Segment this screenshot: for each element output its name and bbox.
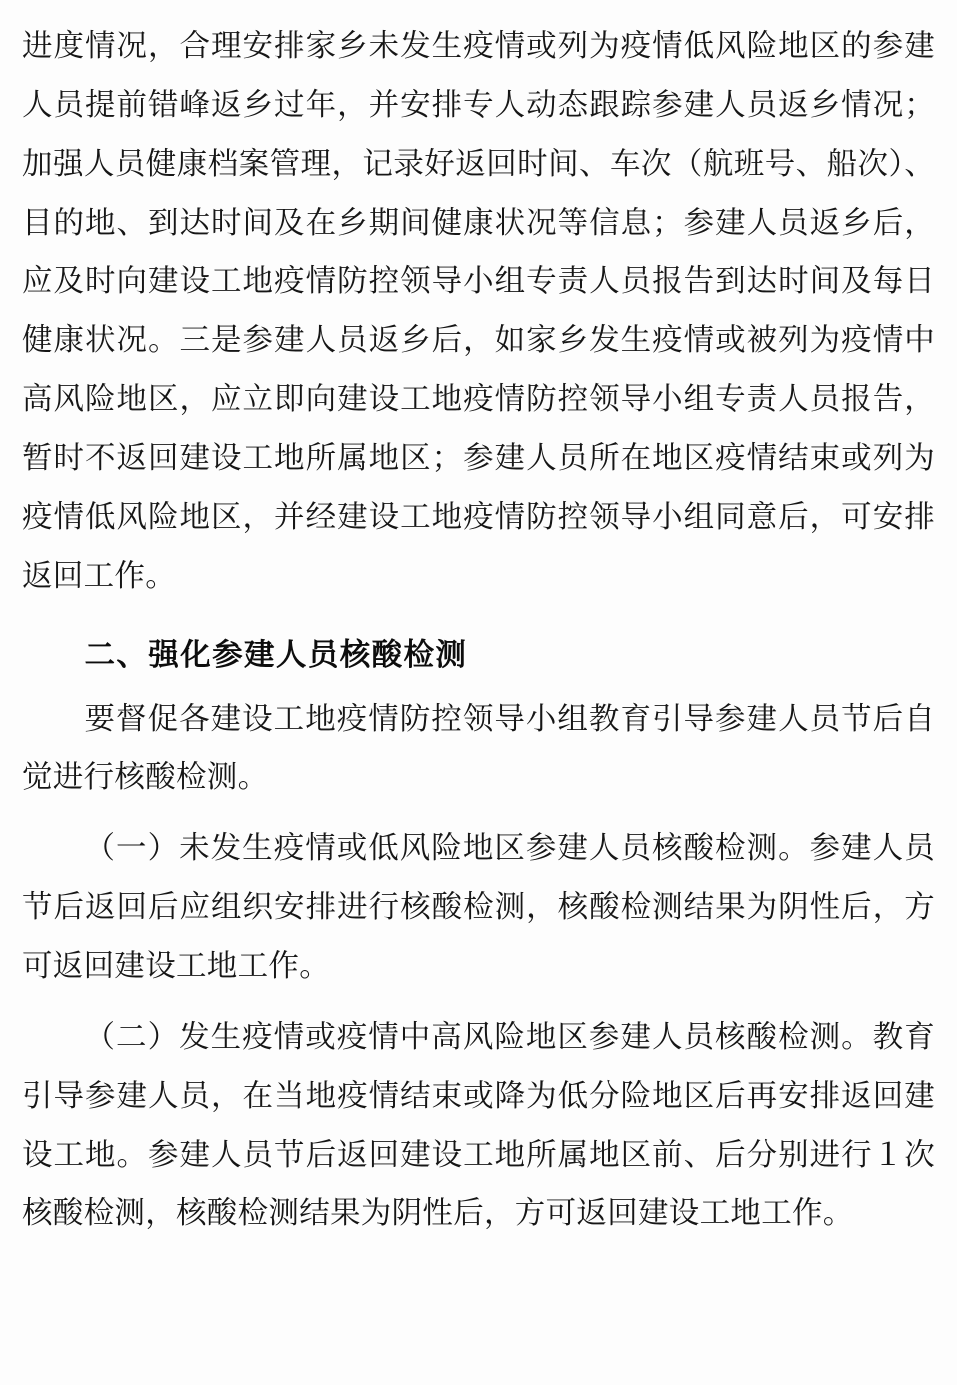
document-text-body: [22, 18, 935, 1244]
paragraph-item-one: （一）未发生疫情或低风险地区参建人员核酸检测。参建人员节后返回后应组织安排进行核酸检测，核酸检测结果为阴性后，方可返回建设工地工作。: [22, 831, 935, 984]
paragraph-item-two: （二）发生疫情或疫情中高风险地区参建人员核酸检测。教育引导参建人员，在当地疫情结束或降为低分险地区后再安排返回建设工地。参建人员节后返回建设工地所属地区前、后分别进行１次核酸检测，核酸检测结果为阴性后，方可返回建设工地工作。: [22, 1019, 935, 1232]
paragraph-section-two-intro: 要督促各建设工地疫情防控领导小组教育引导参建人员节后自觉进行核酸检测。: [22, 701, 935, 796]
section-heading-two: 二、强化参建人员核酸检测: [84, 636, 468, 673]
paragraph-continuation: 进度情况，合理安排家乡未发生疫情或列为疫情低风险地区的参建人员提前错峰返乡过年，并安排专人动态跟踪参建人员返乡情况；加强人员健康档案管理，记录好返回时间、车次（航班号、船次）、目的地、到达时间及在乡期间健康状况等信息；参建人员返乡后，应及时向建设工地疫情防控领导小组专责人员报告到达时间及每日健康状况。三是参建人员返乡后，如家乡发生疫情或被列为疫情中高风险地区，应立即向建设工地疫情防控领导小组专责人员报告，暂时不返回建设工地所属地区；参建人员所在地区疫情结束或列为疫情低风险地区，并经建设工地疫情防控领导小组同意后，可安排返回工作。: [22, 29, 935, 594]
